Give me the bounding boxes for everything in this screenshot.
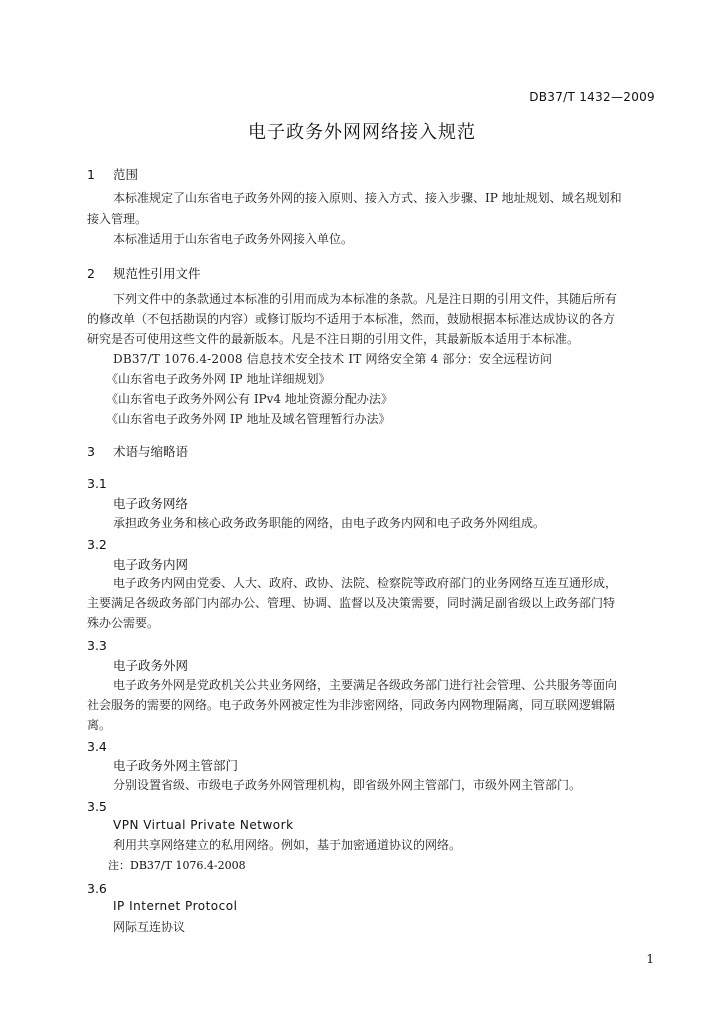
term-definition-line: 社会服务的需要的网络。电子政务外网被定性为非涉密网络，同政务内网物理隔离，同互联网逻辑隔 <box>87 698 616 712</box>
term-number: 3.1 <box>87 476 107 491</box>
term-definition-line: 主要满足各级政务部门内部办公、管理、协调、监督以及决策需要，同时满足副省级以上政务部门特 <box>87 596 616 610</box>
section-number: 2 <box>87 266 95 281</box>
term-number: 3.6 <box>87 881 107 896</box>
term-name: 电子政务内网 <box>113 557 189 572</box>
section-1-heading <box>87 165 138 183</box>
paragraph-line: 接入管理。 <box>87 212 148 226</box>
reference-item: 《山东省电子政务外网 IP 地址及域名管理暂行办法》 <box>106 412 391 426</box>
term-note: 注：DB37/T 1076.4-2008 <box>108 859 246 872</box>
term-name: VPN Virtual Private Network <box>113 818 294 832</box>
paragraph-line: 研究是否可使用这些文件的最新版本。凡是不注日期的引用文件，其最新版本适用于本标准。 <box>87 332 580 346</box>
term-definition: 网际互连协议 <box>113 920 186 934</box>
section-3-heading <box>87 442 188 460</box>
term-name: IP Internet Protocol <box>113 899 238 913</box>
reference-item: 《山东省电子政务外网公有 IPv4 地址资源分配办法》 <box>106 392 393 406</box>
paragraph-line: 本标准规定了山东省电子政务外网的接入原则、接入方式、接入步骤、IP 地址规划、域名规划和 <box>113 191 622 205</box>
paragraph-line: 的修改单（不包括勘误的内容）或修订版均不适用于本标准，然而，鼓励根据本标准达成协议的各方 <box>87 312 616 326</box>
section-number: 1 <box>87 167 95 182</box>
term-name: 电子政务外网主管部门 <box>113 758 239 773</box>
page-number: 1 <box>646 952 654 966</box>
term-number: 3.3 <box>87 638 107 653</box>
term-definition-line: 电子政务内网由党委、人大、政府、政协、法院、检察院等政府部门的业务网络互连互通形成， <box>113 576 618 590</box>
term-name: 电子政务网络 <box>113 496 189 511</box>
reference-item: DB37/T 1076.4-2008 信息技术安全技术 IT 网络安全第 4 部分：安全远程访问 <box>113 352 553 366</box>
section-title: 范围 <box>113 167 139 182</box>
standard-number: DB37/T 1432—2009 <box>529 90 655 104</box>
section-2-heading <box>87 264 201 282</box>
reference-item: 《山东省电子政务外网 IP 地址详细规划》 <box>106 372 331 386</box>
term-definition-line: 殊办公需要。 <box>87 616 160 630</box>
section-title: 术语与缩略语 <box>113 444 189 459</box>
term-definition: 分别设置省级、市级电子政务外网管理机构，即省级外网主管部门，市级外网主管部门。 <box>113 778 582 792</box>
document-title: 电子政务外网网络接入规范 <box>248 122 476 143</box>
term-number: 3.4 <box>87 739 107 754</box>
section-title: 规范性引用文件 <box>113 266 201 281</box>
term-definition: 承担政务业务和核心政务政务职能的网络，由电子政务内网和电子政务外网组成。 <box>113 516 546 530</box>
term-name: 电子政务外网 <box>113 658 189 673</box>
paragraph-line: 下列文件中的条款通过本标准的引用而成为本标准的条款。凡是注日期的引用文件，其随后所有 <box>113 292 618 306</box>
term-number: 3.5 <box>87 799 107 814</box>
paragraph-line: 本标准适用于山东省电子政务外网接入单位。 <box>113 232 354 246</box>
term-definition: 利用共享网络建立的私用网络。例如，基于加密通道协议的网络。 <box>113 838 462 852</box>
term-definition-line: 电子政务外网是党政机关公共业务网络，主要满足各级政务部门进行社会管理、公共服务等面向 <box>113 678 618 692</box>
term-definition-line: 离。 <box>87 718 112 732</box>
term-number: 3.2 <box>87 537 107 552</box>
section-number: 3 <box>87 444 95 459</box>
